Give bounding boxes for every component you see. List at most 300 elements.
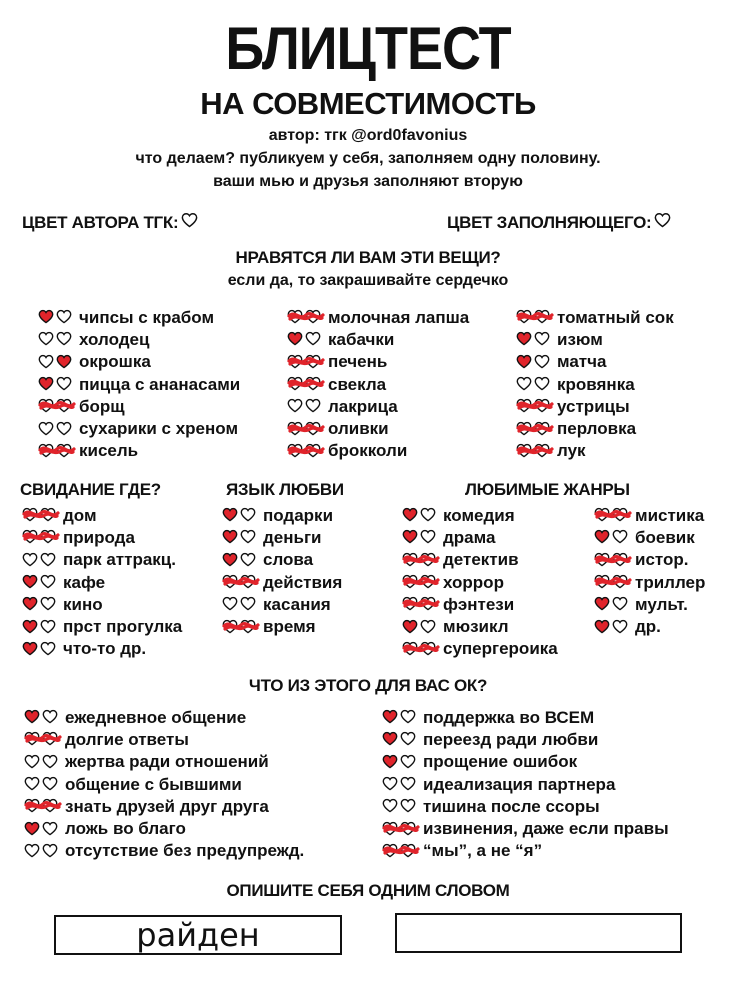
- list-item: [402, 615, 558, 637]
- list-item: [222, 526, 342, 548]
- author-heart-icon[interactable]: [382, 776, 398, 792]
- author-heart-icon[interactable]: [24, 754, 40, 770]
- author-heart-icon[interactable]: [222, 552, 238, 568]
- heart-pair: [38, 421, 76, 437]
- author-heart-icon[interactable]: [38, 309, 54, 325]
- filler-heart-icon[interactable]: [56, 421, 72, 437]
- list-item: [22, 638, 182, 660]
- item-label: мульт.: [635, 594, 688, 614]
- list-item: [382, 795, 669, 817]
- item-label: действия: [263, 572, 343, 592]
- heart-pair: [382, 731, 420, 747]
- list-item: [516, 417, 674, 439]
- scribble-mark-icon: [287, 421, 325, 437]
- author-heart-icon[interactable]: [24, 776, 40, 792]
- filler-heart-icon[interactable]: [42, 843, 58, 859]
- author-heart-icon[interactable]: [516, 376, 532, 392]
- filler-heart-icon[interactable]: [305, 331, 321, 347]
- item-label: жертва ради отношений: [65, 752, 269, 772]
- author-heart-icon[interactable]: [382, 754, 398, 770]
- heart-pair: [382, 798, 420, 814]
- item-label: “мы”, а не “я”: [423, 841, 543, 861]
- scribble-mark-icon: [38, 443, 76, 459]
- list-item: [287, 417, 469, 439]
- list-item: [594, 504, 705, 526]
- item-label: дом: [63, 505, 97, 525]
- list-item: [594, 593, 705, 615]
- heart-pair: [402, 641, 440, 657]
- date-column: [22, 504, 182, 660]
- filler-heart-icon[interactable]: [56, 331, 72, 347]
- likes-column-2: [287, 306, 469, 462]
- author-heart-icon[interactable]: [287, 398, 303, 414]
- heart-pair: [222, 507, 260, 523]
- list-item: [402, 526, 558, 548]
- item-label: триллер: [635, 572, 706, 592]
- self-description-box-filler[interactable]: [395, 913, 682, 953]
- heart-pair: [222, 619, 260, 635]
- filler-heart-icon[interactable]: [42, 821, 58, 837]
- heart-pair: [402, 596, 440, 612]
- outline-heart-icon: [654, 212, 671, 229]
- filler-heart-icon[interactable]: [40, 552, 56, 568]
- ok-column-1: [24, 706, 304, 862]
- heart-pair: [382, 754, 420, 770]
- heart-pair: [222, 596, 260, 612]
- scribble-mark-icon: [382, 843, 420, 859]
- author-heart-icon[interactable]: [594, 619, 610, 635]
- filler-heart-icon[interactable]: [420, 529, 436, 545]
- item-label: драма: [443, 527, 496, 547]
- item-label: свекла: [328, 374, 387, 394]
- author-heart-icon[interactable]: [38, 376, 54, 392]
- item-label: оливки: [328, 419, 389, 439]
- outline-heart-icon: [181, 212, 198, 229]
- scribble-mark-icon: [22, 507, 60, 523]
- list-item: [382, 817, 669, 839]
- filler-heart-icon[interactable]: [240, 596, 256, 612]
- heart-pair: [402, 507, 440, 523]
- list-item: [382, 751, 669, 773]
- list-item: [382, 840, 669, 862]
- heart-pair: [516, 331, 554, 347]
- heart-pair: [382, 843, 420, 859]
- item-label: кабачки: [328, 329, 395, 349]
- heart-pair: [24, 709, 62, 725]
- author-heart-icon[interactable]: [222, 596, 238, 612]
- item-label: мистика: [635, 505, 705, 525]
- scribble-mark-icon: [287, 376, 325, 392]
- item-label: изюм: [557, 329, 603, 349]
- item-label: детектив: [443, 550, 519, 570]
- list-item: [516, 395, 674, 417]
- item-label: супергероика: [443, 639, 558, 659]
- list-item: [382, 773, 669, 795]
- heart-pair: [24, 776, 62, 792]
- heart-pair: [38, 309, 76, 325]
- heart-pair: [38, 331, 76, 347]
- list-item: [222, 593, 342, 615]
- list-item: [38, 351, 240, 373]
- filler-heart-icon[interactable]: [534, 331, 550, 347]
- heart-pair: [594, 552, 632, 568]
- heart-pair: [402, 574, 440, 590]
- filler-heart-icon[interactable]: [56, 309, 72, 325]
- filler-heart-icon[interactable]: [42, 754, 58, 770]
- heart-pair: [402, 552, 440, 568]
- author-heart-icon[interactable]: [382, 709, 398, 725]
- item-label: ежедневное общение: [65, 707, 247, 727]
- item-label: борщ: [79, 396, 125, 416]
- list-item: [382, 706, 669, 728]
- item-label: устрицы: [557, 396, 630, 416]
- scribble-mark-icon: [24, 798, 62, 814]
- item-label: хоррор: [443, 572, 504, 592]
- scribble-mark-icon: [402, 552, 440, 568]
- item-label: переезд ради любви: [423, 729, 599, 749]
- item-label: деньги: [263, 527, 322, 547]
- filler-heart-icon[interactable]: [305, 398, 321, 414]
- scribble-mark-icon: [22, 529, 60, 545]
- item-label: парк аттракц.: [63, 550, 176, 570]
- genres-column-2: [594, 504, 705, 638]
- heart-pair: [22, 507, 60, 523]
- item-label: др.: [635, 617, 661, 637]
- item-label: истор.: [635, 550, 689, 570]
- author-heart-icon[interactable]: [594, 529, 610, 545]
- item-label: брокколи: [328, 441, 408, 461]
- author-heart-icon[interactable]: [382, 798, 398, 814]
- heart-pair: [287, 331, 325, 347]
- heart-pair: [402, 529, 440, 545]
- heart-pair: [22, 552, 60, 568]
- list-item: [402, 549, 558, 571]
- date-header: СВИДАНИЕ ГДЕ?: [20, 480, 161, 499]
- heart-pair: [22, 574, 60, 590]
- heart-pair: [24, 754, 62, 770]
- list-item: [516, 440, 674, 462]
- list-item: [22, 593, 182, 615]
- item-label: боевик: [635, 527, 695, 547]
- filler-heart-icon[interactable]: [240, 552, 256, 568]
- filler-heart-icon[interactable]: [40, 641, 56, 657]
- filler-heart-icon[interactable]: [42, 709, 58, 725]
- list-item: [516, 373, 674, 395]
- scribble-mark-icon: [287, 354, 325, 370]
- item-label: мюзикл: [443, 617, 509, 637]
- item-label: извинения, даже если правы: [423, 819, 669, 839]
- heart-pair: [287, 309, 325, 325]
- heart-pair: [22, 596, 60, 612]
- heart-pair: [594, 574, 632, 590]
- author-heart-icon[interactable]: [24, 843, 40, 859]
- heart-pair: [222, 574, 260, 590]
- item-label: слова: [263, 550, 314, 570]
- author-heart-icon[interactable]: [402, 619, 418, 635]
- likes-header: НРАВЯТСЯ ЛИ ВАМ ЭТИ ВЕЩИ?: [235, 248, 501, 267]
- author-heart-icon[interactable]: [222, 507, 238, 523]
- item-label: касания: [263, 594, 331, 614]
- heart-pair: [38, 376, 76, 392]
- filler-heart-icon[interactable]: [56, 376, 72, 392]
- scribble-mark-icon: [516, 421, 554, 437]
- list-item: [24, 817, 304, 839]
- heart-pair: [594, 507, 632, 523]
- author-heart-icon[interactable]: [38, 331, 54, 347]
- list-item: [222, 571, 342, 593]
- item-label: поддержка во ВСЕМ: [423, 707, 595, 727]
- author-heart-icon[interactable]: [24, 709, 40, 725]
- item-label: кисель: [79, 441, 139, 461]
- item-label: лук: [557, 441, 586, 461]
- filler-heart-icon[interactable]: [40, 596, 56, 612]
- list-item: [222, 615, 342, 637]
- heart-pair: [38, 443, 76, 459]
- filler-heart-icon[interactable]: [40, 619, 56, 635]
- filler-heart-icon[interactable]: [534, 376, 550, 392]
- list-item: [516, 328, 674, 350]
- heart-pair: [516, 354, 554, 370]
- filler-heart-icon[interactable]: [400, 731, 416, 747]
- list-item: [402, 504, 558, 526]
- list-item: [22, 504, 182, 526]
- likes-column-3: [516, 306, 674, 462]
- scribble-mark-icon: [382, 821, 420, 837]
- list-item: [24, 795, 304, 817]
- list-item: [24, 773, 304, 795]
- scribble-mark-icon: [402, 596, 440, 612]
- author-heart-icon[interactable]: [22, 619, 38, 635]
- item-label: долгие ответы: [65, 729, 189, 749]
- heart-pair: [222, 552, 260, 568]
- list-item: [38, 395, 240, 417]
- list-item: [516, 306, 674, 328]
- list-item: [594, 549, 705, 571]
- filler-heart-icon[interactable]: [40, 574, 56, 590]
- author-heart-icon[interactable]: [382, 731, 398, 747]
- filler-heart-icon[interactable]: [400, 709, 416, 725]
- page-subtitle: НА СОВМЕСТИМОСТЬ: [200, 86, 536, 121]
- item-label: кровянка: [557, 374, 635, 394]
- item-label: кафе: [63, 572, 106, 592]
- item-label: фэнтези: [443, 594, 515, 614]
- heart-pair: [516, 398, 554, 414]
- instructions-line-1: что делаем? публикуем у себя, заполняем одну половину.: [135, 150, 601, 167]
- item-label: кино: [63, 594, 103, 614]
- filler-heart-icon[interactable]: [400, 798, 416, 814]
- list-item: [382, 728, 669, 750]
- list-item: [38, 373, 240, 395]
- author-heart-icon[interactable]: [402, 529, 418, 545]
- scribble-mark-icon: [24, 731, 62, 747]
- author-heart-icon[interactable]: [516, 331, 532, 347]
- page-title: БЛИЦТЕСТ: [225, 15, 511, 83]
- self-description-box-author[interactable]: [54, 915, 342, 955]
- list-item: [38, 417, 240, 439]
- instructions-line-2: ваши мью и друзья заполняют вторую: [213, 173, 523, 190]
- heart-pair: [22, 619, 60, 635]
- heart-pair: [38, 354, 76, 370]
- list-item: [38, 328, 240, 350]
- list-item: [402, 593, 558, 615]
- item-label: окрошка: [79, 352, 151, 372]
- list-item: [24, 751, 304, 773]
- author-color-label: ЦВЕТ АВТОРА ТГК:: [22, 212, 179, 232]
- item-label: лакрица: [328, 396, 398, 416]
- heart-pair: [24, 843, 62, 859]
- likes-column-1: [38, 306, 240, 462]
- list-item: [287, 351, 469, 373]
- heart-pair: [287, 421, 325, 437]
- author-heart-icon[interactable]: [402, 507, 418, 523]
- item-label: что-то др.: [63, 639, 147, 659]
- list-item: [287, 373, 469, 395]
- filler-heart-icon[interactable]: [400, 754, 416, 770]
- heart-pair: [382, 776, 420, 792]
- filler-heart-icon[interactable]: [240, 507, 256, 523]
- filler-heart-icon[interactable]: [400, 776, 416, 792]
- ok-header: ЧТО ИЗ ЭТОГО ДЛЯ ВАС ОК?: [248, 676, 488, 695]
- item-label: матча: [557, 352, 607, 372]
- list-item: [287, 306, 469, 328]
- love-language-header: ЯЗЫК ЛЮБВИ: [226, 480, 344, 499]
- author-heart-icon[interactable]: [22, 552, 38, 568]
- list-item: [594, 615, 705, 637]
- item-label: перловка: [557, 419, 637, 439]
- list-item: [22, 615, 182, 637]
- filler-color-row: [447, 212, 671, 232]
- filler-heart-icon[interactable]: [420, 507, 436, 523]
- heart-pair: [594, 596, 632, 612]
- item-label: природа: [63, 527, 135, 547]
- author-heart-icon[interactable]: [22, 596, 38, 612]
- author-heart-icon[interactable]: [38, 354, 54, 370]
- heart-pair: [38, 398, 76, 414]
- item-label: знать друзей друг друга: [65, 796, 269, 816]
- heart-pair: [287, 443, 325, 459]
- item-label: молочная лапша: [328, 307, 470, 327]
- scribble-mark-icon: [594, 574, 632, 590]
- author-color-row: [22, 212, 198, 232]
- list-item: [38, 440, 240, 462]
- item-label: подарки: [263, 505, 334, 525]
- heart-pair: [24, 821, 62, 837]
- scribble-mark-icon: [402, 574, 440, 590]
- scribble-mark-icon: [516, 443, 554, 459]
- heart-pair: [594, 619, 632, 635]
- list-item: [516, 351, 674, 373]
- list-item: [594, 526, 705, 548]
- author-heart-icon[interactable]: [516, 354, 532, 370]
- self-description-answer-author: райден: [136, 916, 260, 954]
- heart-pair: [516, 376, 554, 392]
- list-item: [222, 549, 342, 571]
- list-item: [24, 706, 304, 728]
- item-label: общение с бывшими: [65, 774, 242, 794]
- author-heart-icon[interactable]: [38, 421, 54, 437]
- genres-header: ЛЮБИМЫЕ ЖАНРЫ: [465, 480, 630, 499]
- filler-heart-icon[interactable]: [42, 776, 58, 792]
- author-color-heart-icon[interactable]: [181, 212, 198, 232]
- scribble-mark-icon: [287, 443, 325, 459]
- list-item: [287, 395, 469, 417]
- scribble-mark-icon: [402, 641, 440, 657]
- heart-pair: [287, 398, 325, 414]
- item-label: печень: [328, 352, 388, 372]
- author-heart-icon[interactable]: [22, 641, 38, 657]
- likes-note: если да, то закрашивайте сердечко: [227, 272, 509, 289]
- item-label: время: [263, 617, 316, 637]
- heart-pair: [402, 619, 440, 635]
- filler-color-heart-icon[interactable]: [654, 212, 671, 232]
- author-heart-icon[interactable]: [22, 574, 38, 590]
- filler-heart-icon[interactable]: [612, 596, 628, 612]
- author-heart-icon[interactable]: [287, 331, 303, 347]
- list-item: [402, 571, 558, 593]
- list-item: [287, 440, 469, 462]
- author-line: автор: тгк @ord0favonius: [268, 127, 468, 144]
- ok-column-2: [382, 706, 669, 862]
- list-item: [24, 840, 304, 862]
- item-label: пицца с ананасами: [79, 374, 241, 394]
- scribble-mark-icon: [516, 309, 554, 325]
- scribble-mark-icon: [594, 507, 632, 523]
- filler-heart-icon[interactable]: [612, 619, 628, 635]
- heart-pair: [287, 354, 325, 370]
- scribble-mark-icon: [38, 398, 76, 414]
- scribble-mark-icon: [287, 309, 325, 325]
- heart-pair: [516, 421, 554, 437]
- scribble-mark-icon: [594, 552, 632, 568]
- heart-pair: [22, 529, 60, 545]
- heart-pair: [287, 376, 325, 392]
- item-label: сухарики с хреном: [79, 419, 239, 439]
- scribble-mark-icon: [222, 574, 260, 590]
- item-label: комедия: [443, 505, 515, 525]
- heart-pair: [24, 731, 62, 747]
- heart-pair: [516, 309, 554, 325]
- item-label: томатный сок: [557, 307, 674, 327]
- item-label: тишина после ссоры: [423, 796, 600, 816]
- item-label: идеализация партнера: [423, 774, 616, 794]
- author-heart-icon[interactable]: [24, 821, 40, 837]
- list-item: [38, 306, 240, 328]
- list-item: [402, 638, 558, 660]
- item-label: отсутствие без предупрежд.: [65, 841, 305, 861]
- list-item: [24, 728, 304, 750]
- filler-heart-icon[interactable]: [420, 619, 436, 635]
- item-label: прощение ошибок: [423, 752, 578, 772]
- heart-pair: [516, 443, 554, 459]
- love-language-column: [222, 504, 342, 638]
- item-label: чипсы с крабом: [79, 307, 215, 327]
- filler-heart-icon[interactable]: [534, 354, 550, 370]
- heart-pair: [222, 529, 260, 545]
- filler-heart-icon[interactable]: [56, 354, 72, 370]
- list-item: [22, 549, 182, 571]
- list-item: [594, 571, 705, 593]
- filler-heart-icon[interactable]: [612, 529, 628, 545]
- author-heart-icon[interactable]: [222, 529, 238, 545]
- filler-heart-icon[interactable]: [240, 529, 256, 545]
- list-item: [22, 571, 182, 593]
- scribble-mark-icon: [516, 398, 554, 414]
- heart-pair: [24, 798, 62, 814]
- heart-pair: [382, 709, 420, 725]
- author-heart-icon[interactable]: [594, 596, 610, 612]
- genres-column-1: [402, 504, 558, 660]
- list-item: [222, 504, 342, 526]
